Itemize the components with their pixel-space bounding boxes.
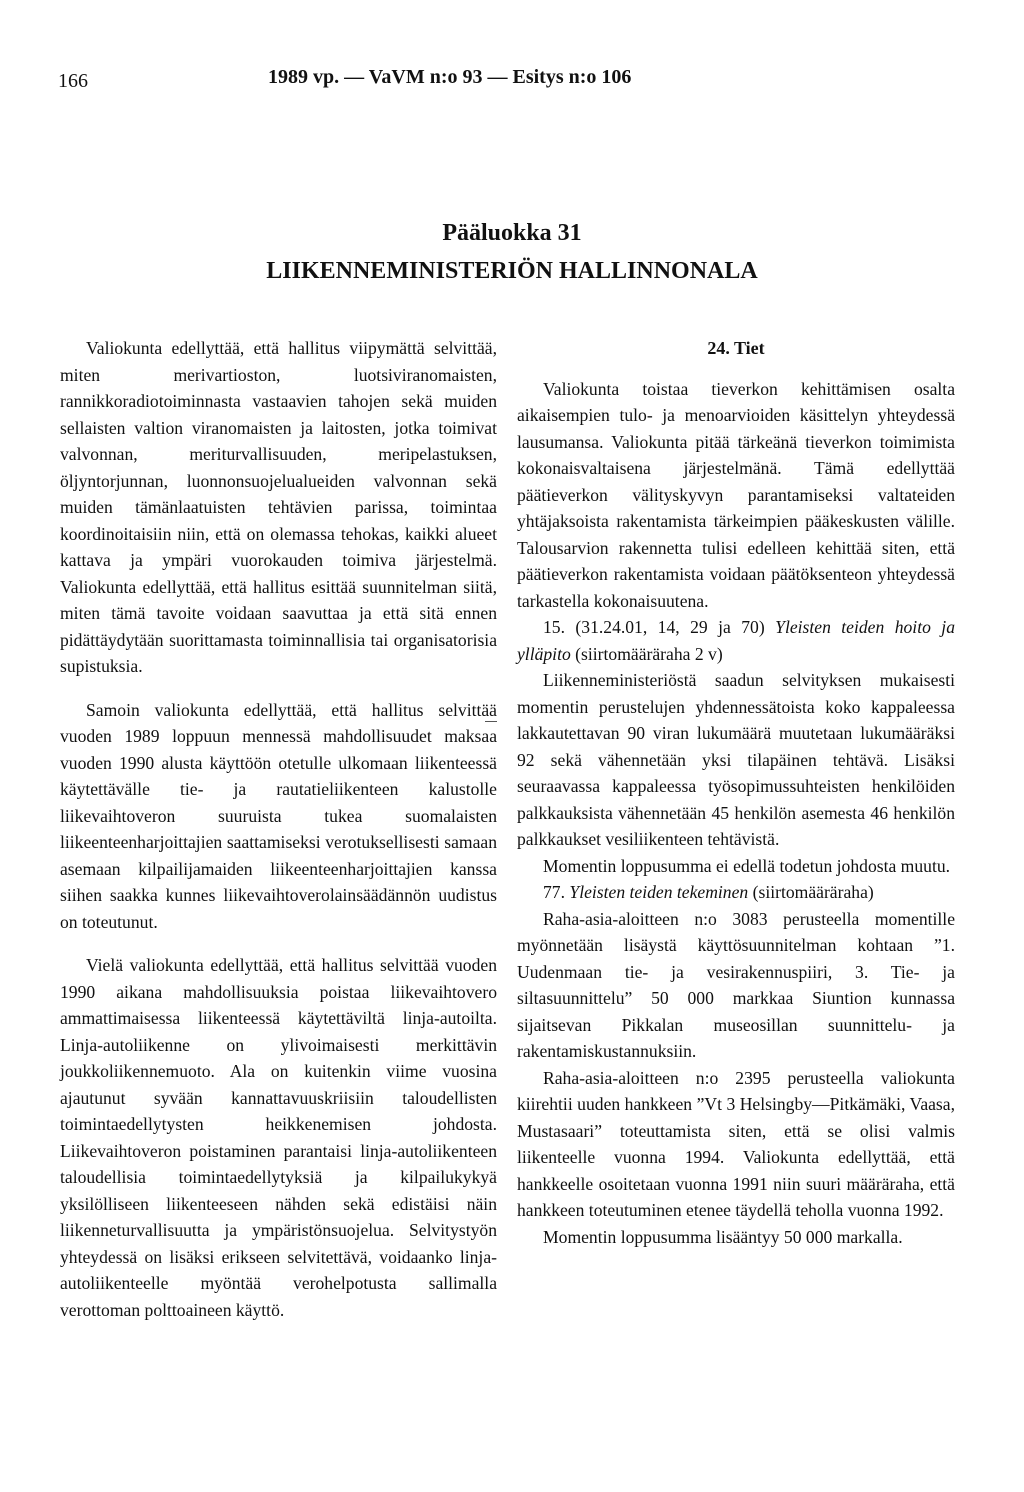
paragraph: Liikenneministeriöstä saadun selvityksen mukaisesti momentin perustelujen yhdennessätoista koko kappaleessa lakkautettavan 90 viran lukumäärä muutetaan lukumääräksi 92 sekä vähennetään yksi tilapäinen tehtävä. Lisäksi seuraavassa kappaleessa työsopimussuhteisten henkilöiden palkkauksista vähennetään 45 henkilön asemesta 46 henkilön palkkaukset vesiliikenteen tehtävistä.: [517, 670, 955, 849]
item-note: (siirtomääräraha): [752, 882, 874, 902]
paragraph: Raha-asia-aloitteen n:o 3083 perusteella momentille myönnetään lisäystä käyttösuunnitelman kohtaan ”1. Uudenmaan tie- ja vesirakennuspiiri, 3. Tie- ja siltasuunnittelu” 50 000 markkaa Siuntion kunnassa sijaitsevan Pikkalan museosillan suunnittelu- ja rakentamiskustannuksiin.: [517, 908, 955, 1061]
subsection-heading-roads: 24. Tiet: [707, 338, 765, 358]
left-column: [60, 335, 497, 1340]
item-title: Yleisten teiden tekeminen: [569, 882, 749, 902]
section-title-ministry: LIIKENNEMINISTERIÖN HALLINNONALA: [266, 258, 758, 284]
paragraph: Momentin loppusumma lisääntyy 50 000 markalla.: [543, 1226, 903, 1247]
item-note: (siirtomääräraha 2 v): [575, 643, 723, 664]
paragraph: Vielä valiokunta edellyttää, että hallitus selvittää vuoden 1990 aikana mahdollisuuksia poistaa liikevaihtovero ammattimaisessa liikenteessä käytettäviltä linja-autoilta. Linja-autoliikenne on ylivoimaisesti merkittävin joukkoliikennemuoto. Ala on kuitenkin viime vuosina ajautunut syvään kannattavuuskriisiin taloudellisten toimintaedellytysten heikkenemisen johdosta. Liikevaihtoveron poistaminen parantaisi linja-autoliikenteen taloudellisia toimintaedellytyksiä ja kilpailukykyä yksilölliseen liikenteeseen nähden sekä edistäisi näin liikenneturvallisuutta ja ympäristönsuojelua. Selvitystyön yhteydessä on lisäksi erikseen selvitettävä, voidaanko linja-autoliikenteelle myöntää verohelpotusta sallimalla verottoman polttoaineen käyttö.: [60, 955, 497, 1320]
paragraph: Valiokunta edellyttää, että hallitus viipymättä selvittää, miten merivartioston, luotsiviranomaisten, rannikkoradiotoiminnasta vastaavien tahojen sekä muiden sellaisten valtion viranomaisten ja laitosten, jotka toimivat valvonnan, meriturvallisuuden, meripelastuksen, öljyntorjunnan, luonnonsuojelualueiden valvonnan sekä muiden tämänlaatuisten tehtävien parissa, toimintaa koordinoitaisiin niin, että on olemassa tehokas, kaikki alueet kattava ja ympäri vuorokauden toimiva järjestelmä. Valiokunta edellyttää, että hallitus esittää suunnitelman siitä, miten tämä tavoite voidaan saavuttaa ja että sitä ennen pidättäydytään suorittamasta toiminnallisia tai organisatorisia supistuksia.: [60, 338, 497, 676]
paragraph: Momentin loppusumma ei edellä todetun johdosta muutu.: [543, 855, 951, 876]
paragraph: Raha-asia-aloitteen n:o 2395 perusteella valiokunta kiirehtii uuden hankkeen ”Vt 3 Helsingby—Pitkämäki, Vaasa, Mustasaari” toteuttamista siten, että se olisi valmis liikenteelle vuonna 1994. Valiokunta edellyttää, että hankkeelle osoitetaan vuonna 1991 niin suuri määräraha, että hankkeen toteutuminen etenee täydellä teholla vuonna 1992.: [517, 1067, 955, 1220]
paragraph: Samoin valiokunta edellyttää, että hallitus selvittää vuoden 1989 loppuun mennessä mahdollisuudet maksaa vuoden 1990 alusta käyttöön otetulle ulkomaan liikenteessä käytettävälle tie- ja rautatieliikenteen kalustolle liikevaihtoveron suuruista tukea suomalaisten liikeenteenharjoittajien saattamiseksi verotuksellisesti samaan asemaan kilpailijamaiden liikeenteenharjoittajien kanssa siihen saakka kunnes liikevaihtoverolainsäädännön uudistus on toteutunut.: [60, 699, 497, 932]
paragraph: Valiokunta toistaa tieverkon kehittämisen osalta aikaisempien tulo- ja menoarvioiden käsittelyn yhteydessä lausumansa. Valiokunta pitää tärkeänä tieverkon toimimista kokonaisvaltaisena järjestelmänä. Tämä edellyttää päätieverkon välityskyvyn parantamiseksi valtateiden yhtäjaksoista rakentamista tärkeimpien pääkeskusten välille. Talousarvion rakennetta tulisi edelleen kehittää siten, että päätieverkon rakentamista voidaan päätöksenteon yhteydessä tarkastella kokonaisuutena.: [517, 378, 955, 611]
right-column: [517, 335, 955, 1250]
page-number: 166: [58, 70, 88, 92]
item-number: 77.: [543, 882, 565, 902]
section-title-main-class: Pääluokka 31: [442, 220, 582, 246]
running-head: 1989 vp. — VaVM n:o 93 — Esitys n:o 106: [268, 66, 632, 88]
paragraph-item-15: [517, 614, 955, 667]
item-title: Yleisten teiden hoito ja ylläpito: [517, 617, 955, 664]
paragraph-item-77: [517, 879, 955, 906]
item-number: 15. (31.24.01, 14, 29 ja 70): [543, 617, 765, 637]
